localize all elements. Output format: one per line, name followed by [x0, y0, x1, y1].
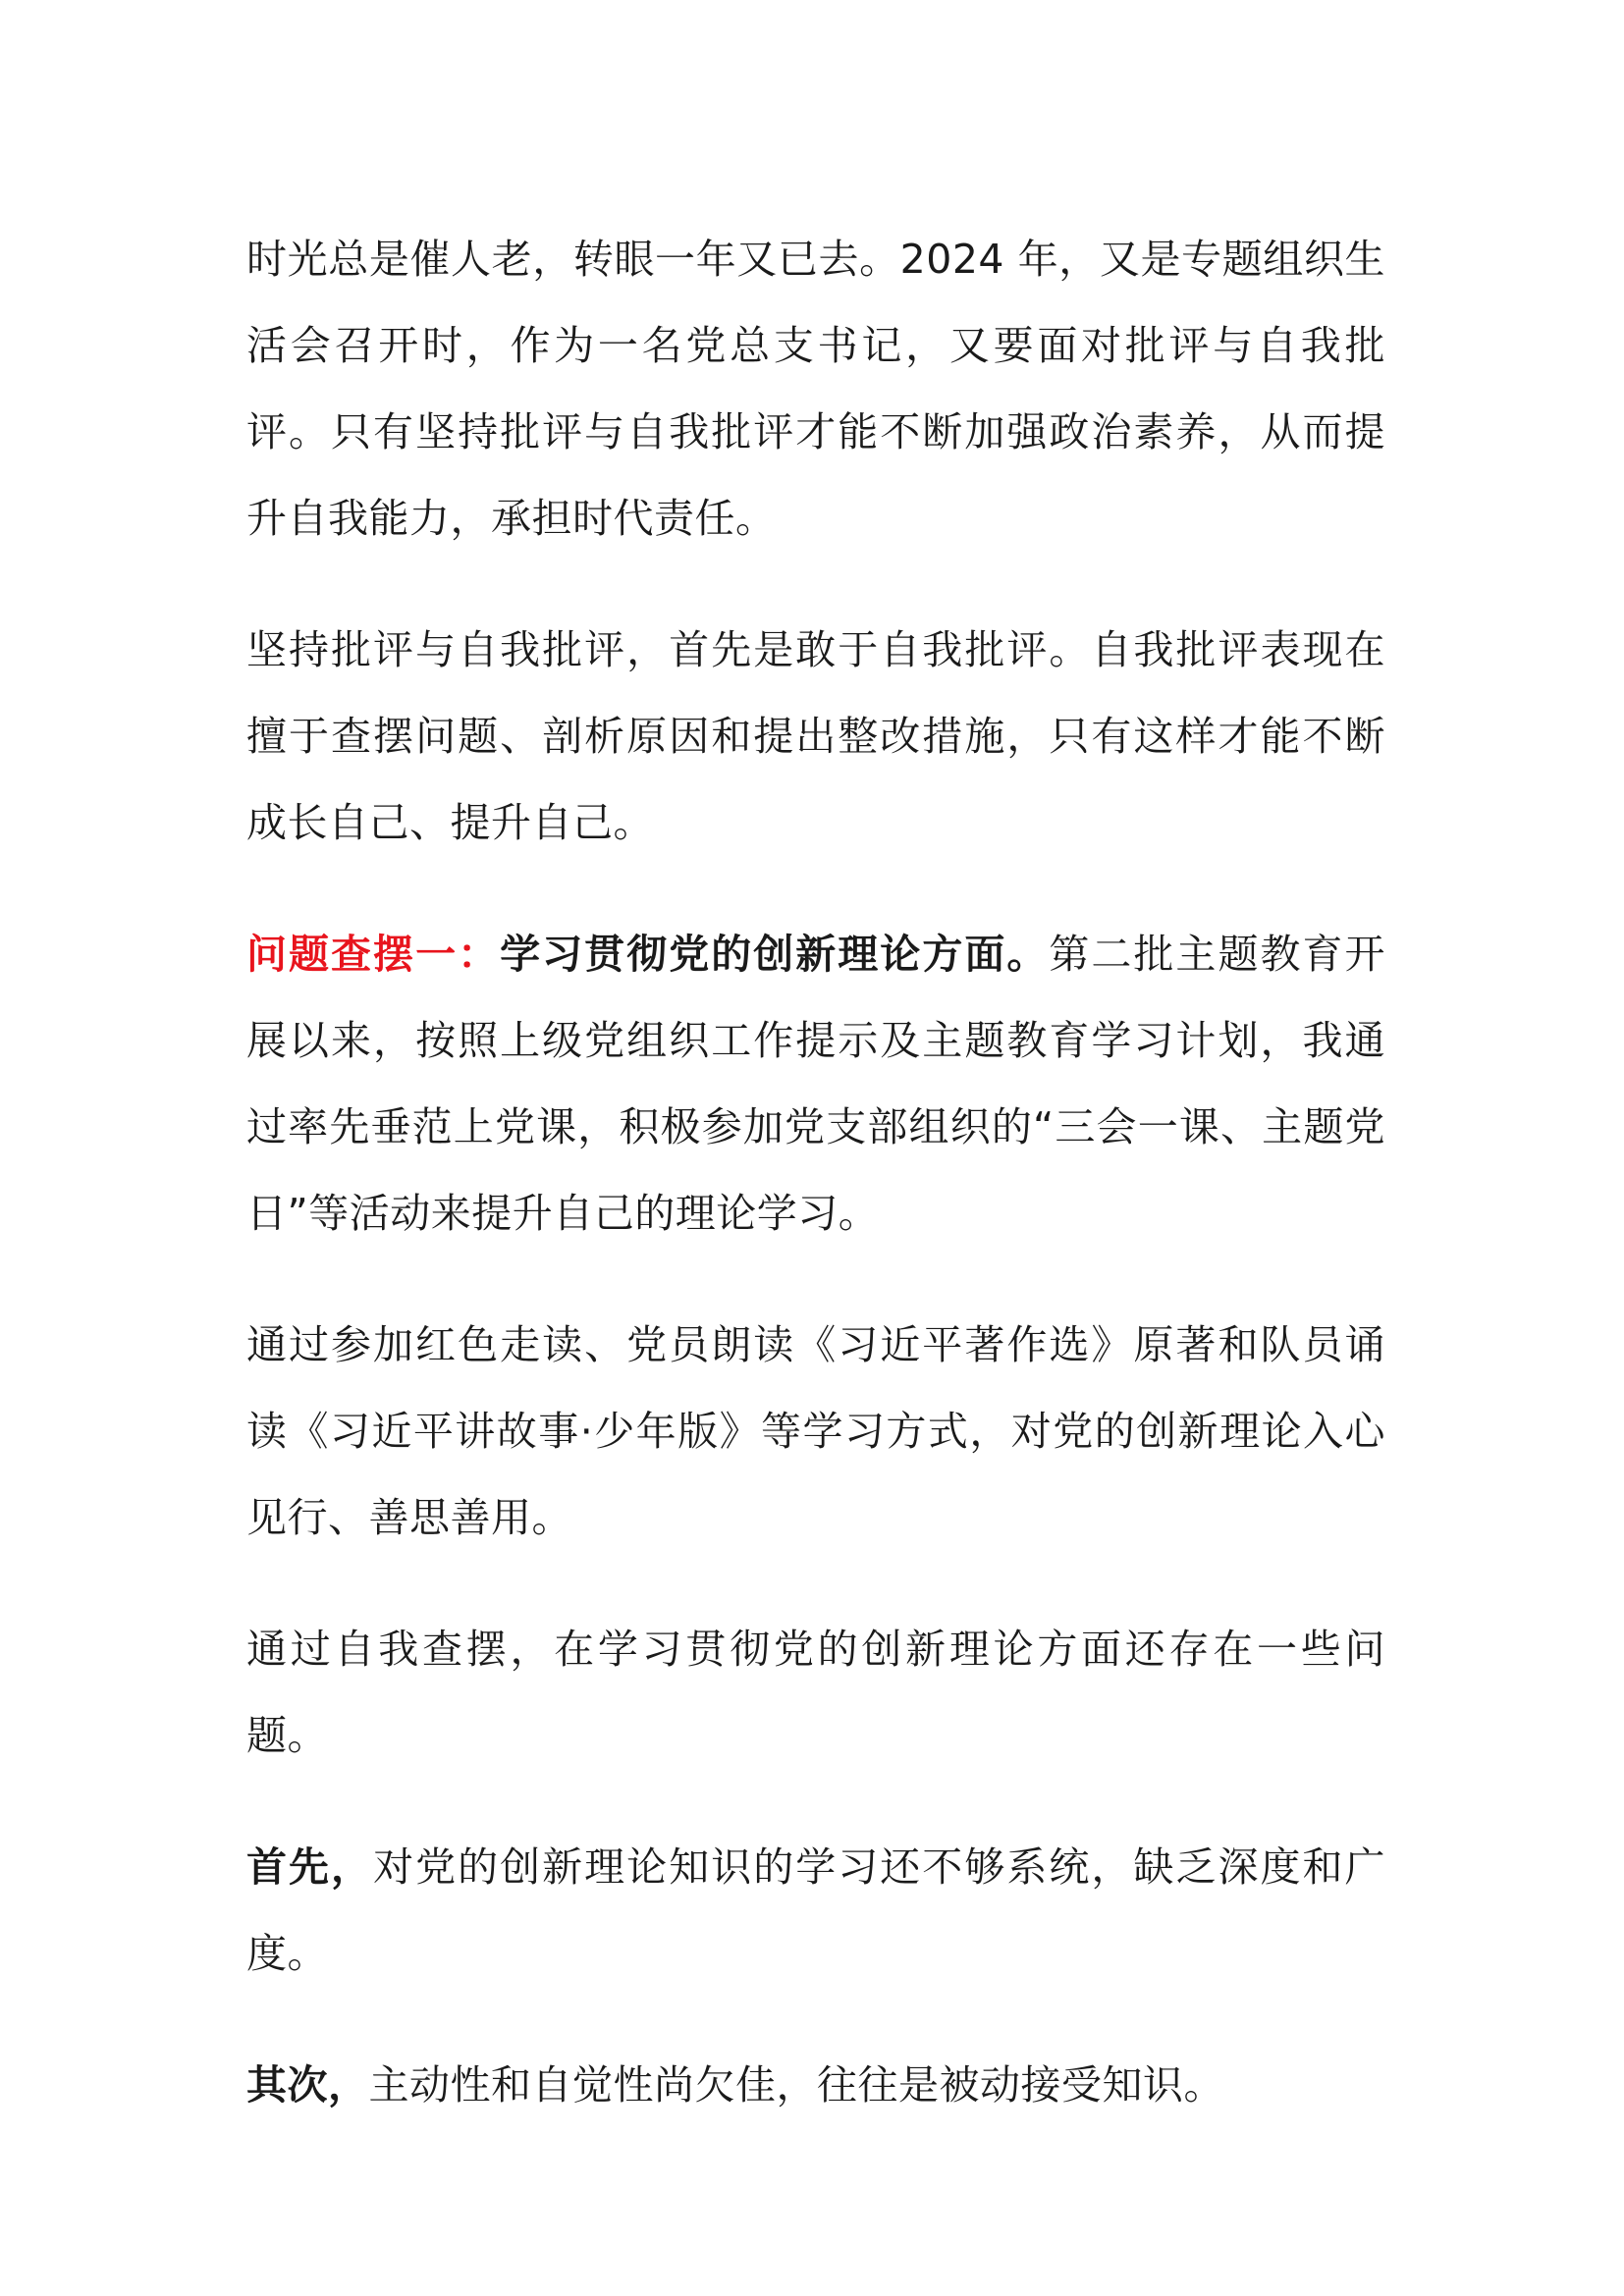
paragraph-text: 坚持批评与自我批评，首先是敢于自我批评。自我批评表现在擅于查摆问题、剖析原因和提出整改措施，只有这样才能不断成长自己、提升自己。: [246, 626, 1385, 846]
problem-label: 问题查摆一：: [246, 931, 501, 978]
paragraph-text: 对党的创新理论知识的学习还不够系统，缺乏深度和广度。: [246, 1843, 1386, 1977]
problem-one-paragraph: [246, 911, 1385, 1256]
point-lead: 其次，: [246, 2061, 369, 2109]
first-point-paragraph: [246, 1824, 1385, 1997]
study-methods-paragraph: [246, 1302, 1385, 1561]
self-criticism-paragraph: [246, 607, 1385, 866]
self-check-paragraph: [246, 1606, 1385, 1779]
document-page: [246, 216, 1385, 2173]
paragraph-text: 通过参加红色走读、党员朗读《习近平著作选》原著和队员诵读《习近平讲故事·少年版》等学习方式，对党的创新理论入心见行、善思善用。: [246, 1321, 1385, 1541]
paragraph-text: 通过自我查摆，在学习贯彻党的创新理论方面还存在一些问题。: [246, 1626, 1385, 1759]
second-point-paragraph: [246, 2042, 1385, 2128]
problem-heading: 学习贯彻党的创新理论方面。: [500, 931, 1050, 978]
paragraph-text: 主动性和自觉性尚欠佳，往往是被动接受知识。: [368, 2061, 1224, 2109]
paragraph-text: 时光总是催人老，转眼一年又已去。2024 年，又是专题组织生活会召开时，作为一名党总支书记，又要面对批评与自我批评。只有坚持批评与自我批评才能不断加强政治素养，从而提升自我能力，承担时代责任。: [246, 236, 1385, 542]
paragraph-text: 第二批主题教育开展以来，按照上级党组织工作提示及主题教育学习计划，我通过率先垂范上党课，积极参加党支部组织的“三会一课、主题党日”等活动来提升自己的理论学习。: [246, 931, 1386, 1237]
point-lead: 首先，: [246, 1843, 374, 1891]
intro-paragraph: [246, 216, 1385, 561]
